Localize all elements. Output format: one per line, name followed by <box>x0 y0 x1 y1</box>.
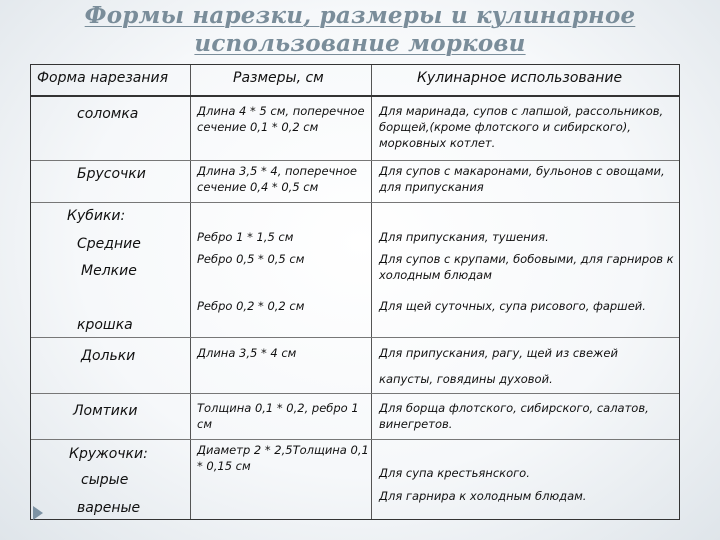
column-divider-2 <box>371 65 372 519</box>
form-lomtiki: Ломтики <box>73 403 138 419</box>
form-kruzhochki: Кружочки: <box>69 446 148 462</box>
form-kubiki-medium: Средние <box>77 236 141 252</box>
use-dolki-line2: капусты, говядины духовой. <box>379 372 553 386</box>
form-kruzhochki-boiled: вареные <box>77 500 141 516</box>
form-kubiki-krosha: крошка <box>77 317 133 333</box>
size-solomka: Длина 4 * 5 см, поперечное сечение 0,1 * 0,2 см <box>197 104 365 134</box>
use-kubiki-small: Для супов с крупами, бобовыми, для гарниров к холодным блюдам <box>379 252 674 282</box>
form-brusochki: Брусочки <box>77 166 146 182</box>
use-dolki-line1: Для припускания, рагу, щей из свежей <box>379 346 618 360</box>
column-divider-1 <box>190 65 191 519</box>
use-kubiki-medium: Для припускания, тушения. <box>379 230 549 244</box>
page-title: Формы нарезки, размеры и кулинарное использование моркови <box>84 2 636 57</box>
use-lomtiki: Для борща флотского, сибирского, салатов, винегретов. <box>379 401 649 431</box>
header-size: Размеры, см <box>233 70 324 86</box>
size-kubiki-small: Ребро 0,5 * 0,5 см <box>197 252 305 266</box>
size-kubiki-krosha: Ребро 0,2 * 0,2 см <box>197 299 305 313</box>
use-brusochki: Для супов с макаронами, бульонов с овощами, для припускания <box>379 164 665 194</box>
row-divider <box>31 160 679 161</box>
form-kubiki-small: Мелкие <box>81 263 137 279</box>
form-solomka: соломка <box>77 106 139 122</box>
use-kruzhochki-raw: Для супа крестьянского. <box>379 466 530 480</box>
header-form: Форма нарезания <box>37 70 169 86</box>
row-divider <box>31 202 679 203</box>
carrot-cuts-table <box>30 64 680 520</box>
next-slide-arrow-icon[interactable] <box>33 506 43 520</box>
use-kubiki-krosha: Для щей суточных, супа рисового, фаршей. <box>379 299 646 313</box>
form-kubiki: Кубики: <box>67 208 126 224</box>
size-kubiki-medium: Ребро 1 * 1,5 см <box>197 230 294 244</box>
row-divider <box>31 393 679 394</box>
size-brusochki: Длина 3,5 * 4, поперечное сечение 0,4 * 0,5 см <box>197 164 357 194</box>
size-lomtiki: Толщина 0,1 * 0,2, ребро 1 см <box>197 401 359 431</box>
size-kruzhochki: Диаметр 2 * 2,5Толщина 0,1 * 0,15 см <box>197 443 369 473</box>
use-solomka: Для маринада, супов с лапшой, рассольников, борщей,(кроме флотского и сибирского), морковных котлет. <box>379 104 664 150</box>
row-divider <box>31 439 679 440</box>
use-kruzhochki-boiled: Для гарнира к холодным блюдам. <box>379 489 587 503</box>
form-dolki: Дольки <box>81 348 136 364</box>
size-dolki: Длина 3,5 * 4 см <box>197 346 297 360</box>
header-use: Кулинарное использование <box>417 70 623 86</box>
form-kruzhochki-raw: сырые <box>81 472 129 488</box>
row-divider <box>31 337 679 338</box>
header-divider <box>31 95 679 97</box>
